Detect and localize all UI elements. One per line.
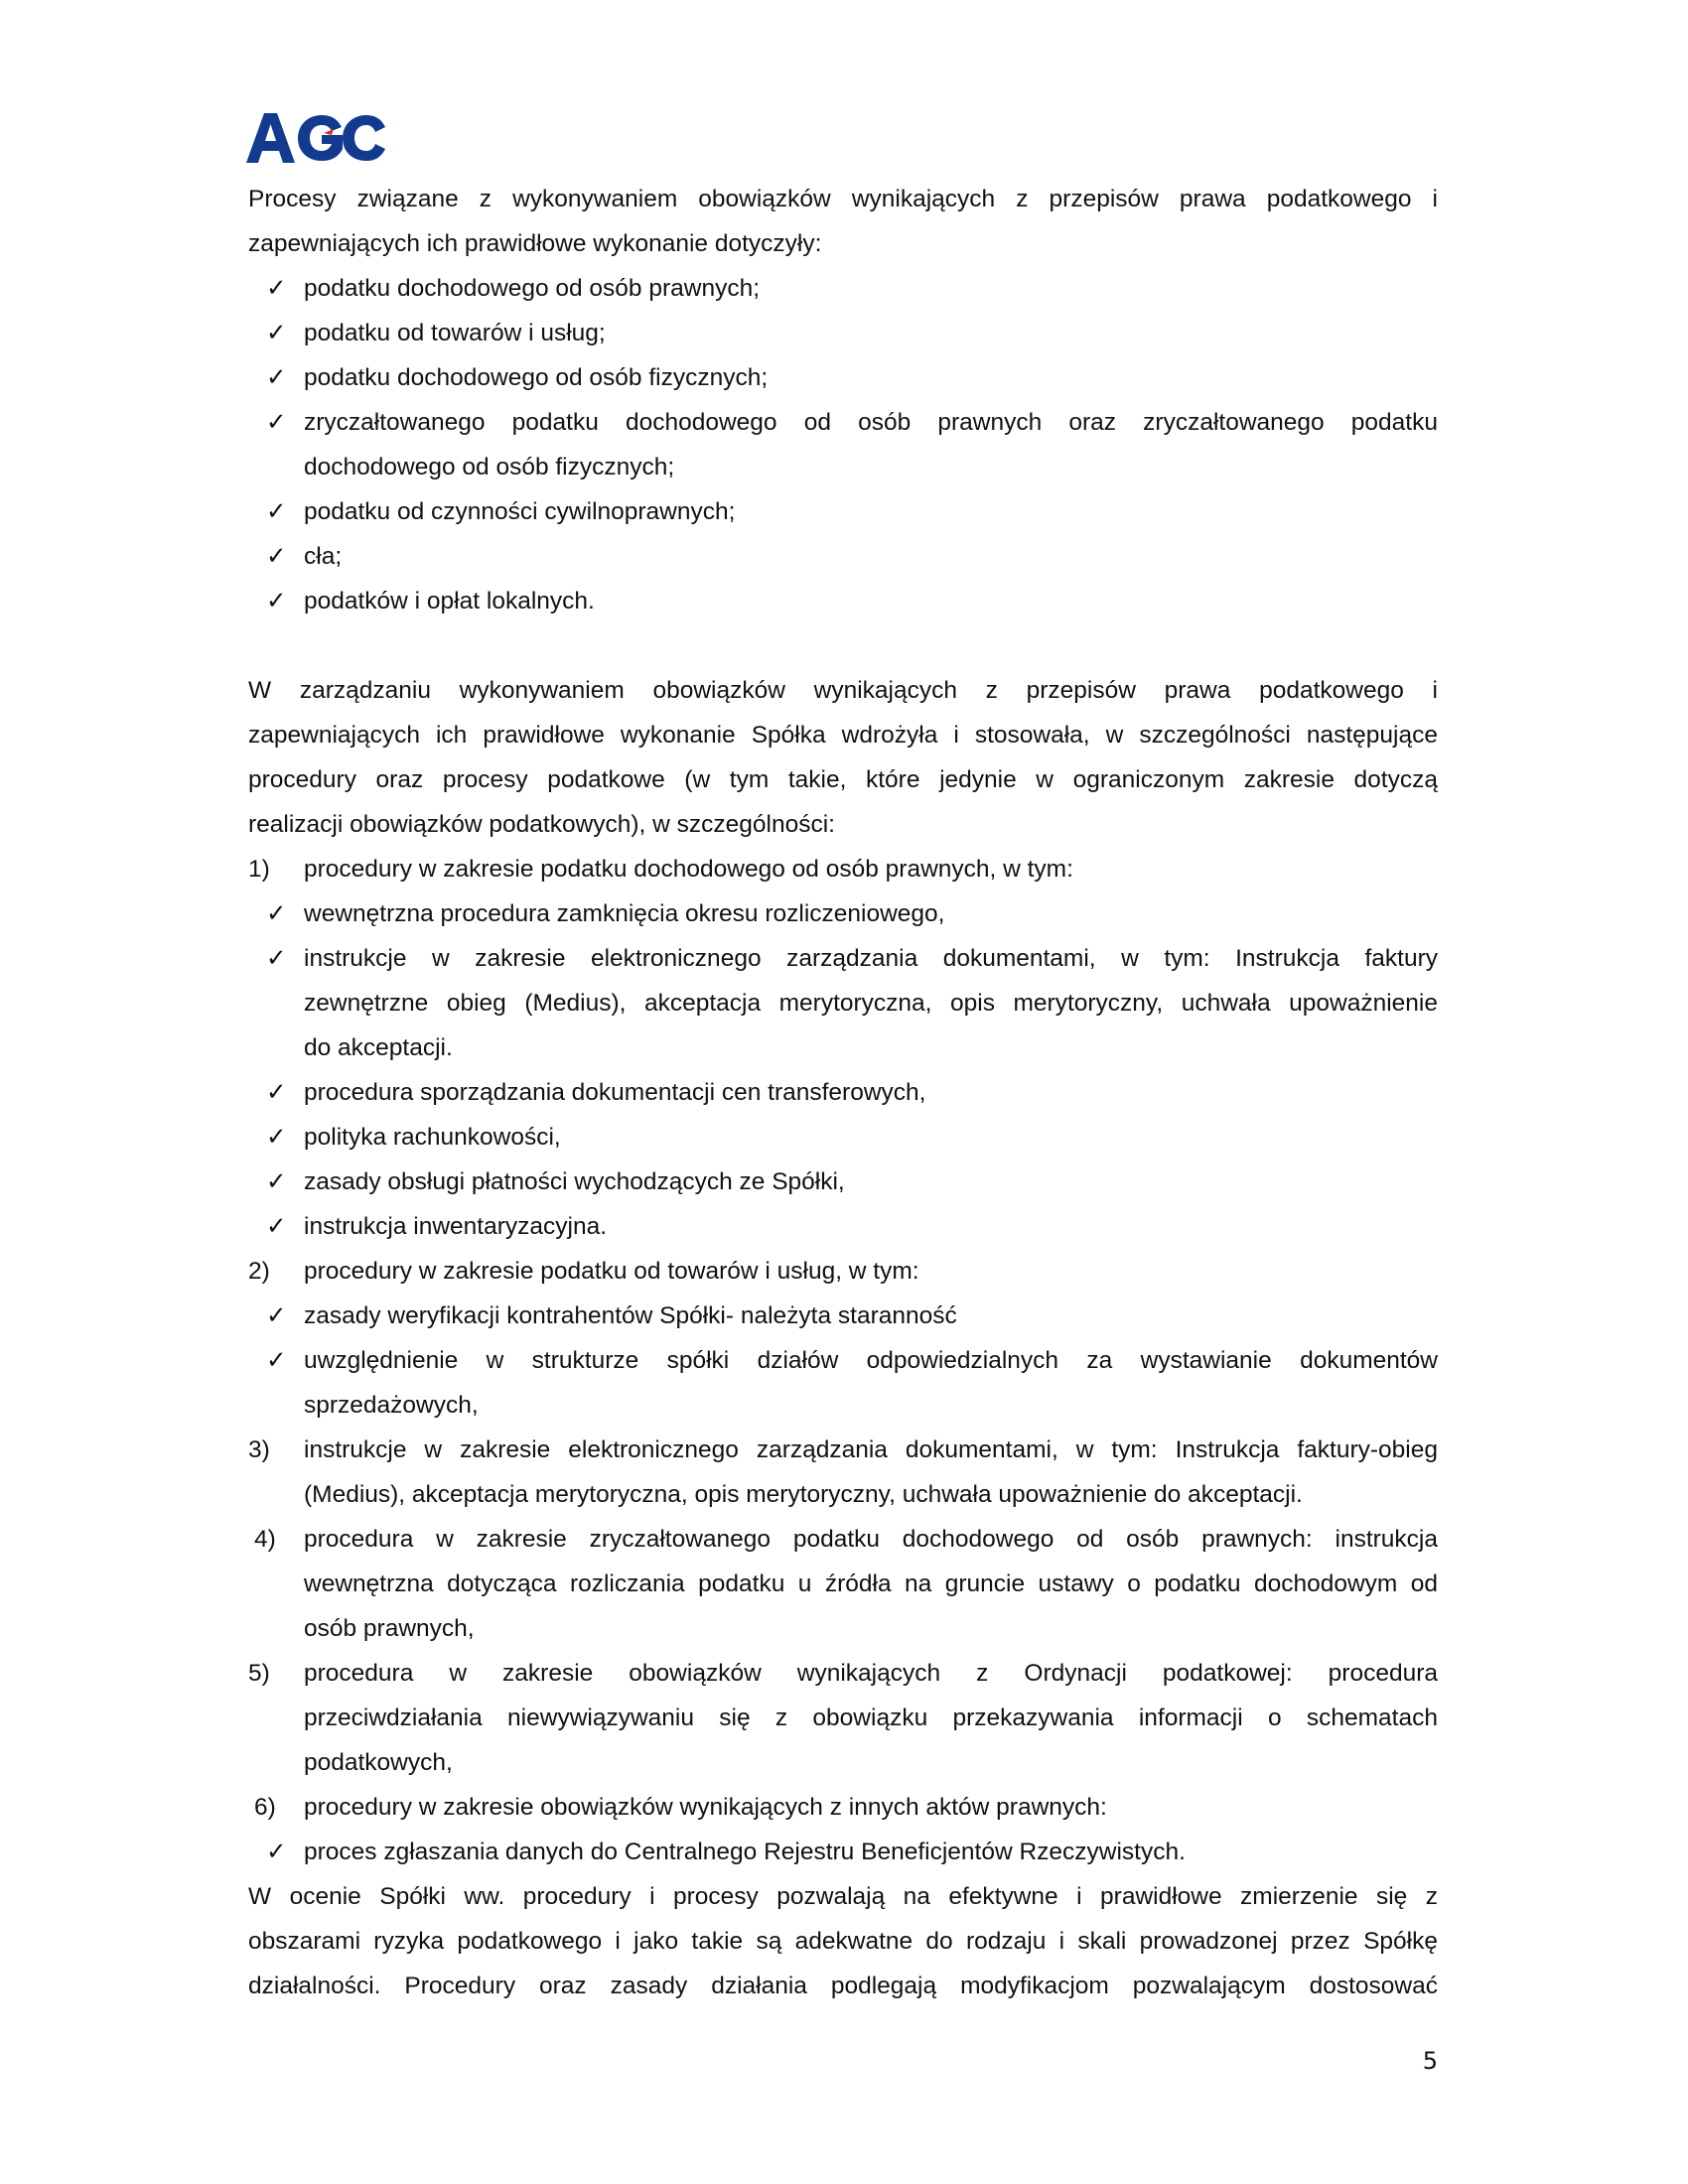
paragraph-line: obszarami ryzyka podatkowego i jako takie są adekwatne do rodzaju i skali prowadzonej przez Spółkę — [248, 1928, 1438, 1955]
sub-list-item — [248, 936, 1438, 981]
item-text: (Medius), akceptacja merytoryczna, opis merytoryczny, uchwała upoważnienie do akceptacji. — [304, 1481, 1303, 1508]
checkmark-icon: ✓ — [266, 1168, 287, 1195]
checkmark-icon: ✓ — [266, 588, 287, 614]
numbered-item — [248, 1249, 1438, 1294]
page-number: 5 — [1422, 2047, 1438, 2075]
numbered-item — [248, 1651, 1438, 1696]
item-text: przeciwdziałania niewywiązywaniu się z obowiązku przekazywania informacji o schematach — [304, 1705, 1438, 1731]
numbered-item — [248, 1785, 1438, 1830]
paragraph-line: procedury oraz procesy podatkowe (w tym takie, które jedynie w ograniczonym zakresie dotyczą — [248, 766, 1438, 793]
item-number: 4) — [254, 1526, 276, 1553]
checkmark-icon: ✓ — [266, 900, 287, 927]
sub-list-item — [248, 1160, 1438, 1204]
tax-list-item — [248, 534, 1438, 579]
list-item-text: zryczałtowanego podatku dochodowego od osób prawnych oraz zryczałtowanego podatku — [304, 409, 1438, 436]
numbered-item — [248, 1517, 1438, 1562]
list-item-text: do akceptacji. — [304, 1034, 453, 1061]
checkmark-icon: ✓ — [266, 275, 287, 302]
paragraph-line: zapewniających ich prawidłowe wykonanie Spółka wdrożyła i stosowała, w szczególności następujące — [248, 722, 1438, 749]
item-text: procedury w zakresie podatku od towarów i usług, w tym: — [304, 1258, 919, 1285]
list-item-text: podatku od towarów i usług; — [304, 320, 606, 346]
checkmark-icon: ✓ — [266, 1213, 287, 1240]
sub-list-item-continuation — [248, 1025, 1438, 1070]
tax-list-item — [248, 579, 1438, 623]
paragraph-line: działalności. Procedury oraz zasady działania podlegają modyfikacjom pozwalającym dostosować — [248, 1973, 1438, 1999]
checkmark-icon: ✓ — [266, 543, 287, 570]
sub-list-item — [248, 1338, 1438, 1383]
item-text: osób prawnych, — [304, 1615, 475, 1642]
numbered-item-continuation — [248, 1606, 1438, 1651]
item-number: 3) — [248, 1436, 270, 1463]
checkmark-icon: ✓ — [266, 1839, 287, 1865]
tax-list-item-continuation — [248, 445, 1438, 489]
agc-logo — [246, 111, 387, 163]
item-number: 5) — [248, 1660, 270, 1687]
list-item-text: podatku dochodowego od osób fizycznych; — [304, 364, 769, 391]
sub-list-item-continuation — [248, 1383, 1438, 1428]
checkmark-icon: ✓ — [266, 1302, 287, 1329]
checkmark-icon: ✓ — [266, 364, 287, 391]
list-item-text: wewnętrzna procedura zamknięcia okresu rozliczeniowego, — [304, 900, 945, 927]
item-text: procedura w zakresie zryczałtowanego podatku dochodowego od osób prawnych: instrukcja — [304, 1526, 1438, 1553]
item-number: 2) — [248, 1258, 270, 1285]
list-item-text: zewnętrzne obieg (Medius), akceptacja merytoryczna, opis merytoryczny, uchwała upoważnienie — [304, 990, 1438, 1017]
paragraph-line: W ocenie Spółki ww. procedury i procesy pozwalają na efektywne i prawidłowe zmierzenie się z — [248, 1883, 1438, 1910]
item-text: procedura w zakresie obowiązków wynikających z Ordynacji podatkowej: procedura — [304, 1660, 1438, 1687]
sub-list-item — [248, 1204, 1438, 1249]
tax-list-item — [248, 355, 1438, 400]
sub-list-item — [248, 1294, 1438, 1338]
tax-list-item — [248, 400, 1438, 445]
numbered-item-continuation — [248, 1472, 1438, 1517]
list-item-text: dochodowego od osób fizycznych; — [304, 454, 675, 480]
sub-list-item — [248, 1070, 1438, 1115]
checkmark-icon: ✓ — [266, 1079, 287, 1106]
item-text: wewnętrzna dotycząca rozliczania podatku u źródła na gruncie ustawy o podatku dochodowym od — [304, 1570, 1438, 1597]
paragraph-line: realizacji obowiązków podatkowych), w szczególności: — [248, 811, 835, 838]
list-item-text: instrukcja inwentaryzacyjna. — [304, 1213, 608, 1240]
checkmark-icon: ✓ — [266, 1124, 287, 1151]
list-item-text: podatku od czynności cywilnoprawnych; — [304, 498, 736, 525]
checkmark-icon: ✓ — [266, 498, 287, 525]
checkmark-icon: ✓ — [266, 320, 287, 346]
item-text: podatkowych, — [304, 1749, 453, 1776]
list-item-text: podatku dochodowego od osób prawnych; — [304, 275, 761, 302]
intro-line: Procesy związane z wykonywaniem obowiązków wynikających z przepisów prawa podatkowego i — [248, 186, 1438, 212]
numbered-item — [248, 847, 1438, 891]
paragraph-line: W zarządzaniu wykonywaniem obowiązków wynikających z przepisów prawa podatkowego i — [248, 677, 1438, 704]
tax-list-item — [248, 311, 1438, 355]
list-item-text: cła; — [304, 543, 343, 570]
list-item-text: podatków i opłat lokalnych. — [304, 588, 595, 614]
tax-list-item — [248, 266, 1438, 311]
checkmark-icon: ✓ — [266, 945, 287, 972]
item-number: 6) — [254, 1794, 276, 1821]
paragraph-spacer — [248, 623, 1438, 668]
list-item-text: procedura sporządzania dokumentacji cen transferowych, — [304, 1079, 926, 1106]
list-item-text: sprzedażowych, — [304, 1392, 479, 1419]
sub-list-item — [248, 891, 1438, 936]
numbered-item-continuation — [248, 1562, 1438, 1606]
sub-list-item-continuation — [248, 981, 1438, 1025]
checkmark-icon: ✓ — [266, 1347, 287, 1374]
checkmark-icon: ✓ — [266, 409, 287, 436]
document-body — [248, 177, 1438, 2008]
numbered-item-continuation — [248, 1696, 1438, 1740]
tax-list-item — [248, 489, 1438, 534]
sub-list-item — [248, 1830, 1438, 1874]
list-item-text: zasady weryfikacji kontrahentów Spółki- należyta staranność — [304, 1302, 957, 1329]
list-item-text: zasady obsługi płatności wychodzących ze Spółki, — [304, 1168, 845, 1195]
numbered-item — [248, 1428, 1438, 1472]
intro-line: zapewniających ich prawidłowe wykonanie dotyczyły: — [248, 230, 822, 257]
sub-list-item — [248, 1115, 1438, 1160]
numbered-item-continuation — [248, 1740, 1438, 1785]
item-text: instrukcje w zakresie elektronicznego zarządzania dokumentami, w tym: Instrukcja faktury-obieg — [304, 1436, 1438, 1463]
item-text: procedury w zakresie podatku dochodowego od osób prawnych, w tym: — [304, 856, 1073, 883]
list-item-text: proces zgłaszania danych do Centralnego Rejestru Beneficjentów Rzeczywistych. — [304, 1839, 1186, 1865]
list-item-text: instrukcje w zakresie elektronicznego zarządzania dokumentami, w tym: Instrukcja faktury — [304, 945, 1438, 972]
item-number: 1) — [248, 856, 270, 883]
item-text: procedury w zakresie obowiązków wynikających z innych aktów prawnych: — [304, 1794, 1107, 1821]
list-item-text: polityka rachunkowości, — [304, 1124, 561, 1151]
list-item-text: uwzględnienie w strukturze spółki działów odpowiedzialnych za wystawianie dokumentów — [304, 1347, 1438, 1374]
